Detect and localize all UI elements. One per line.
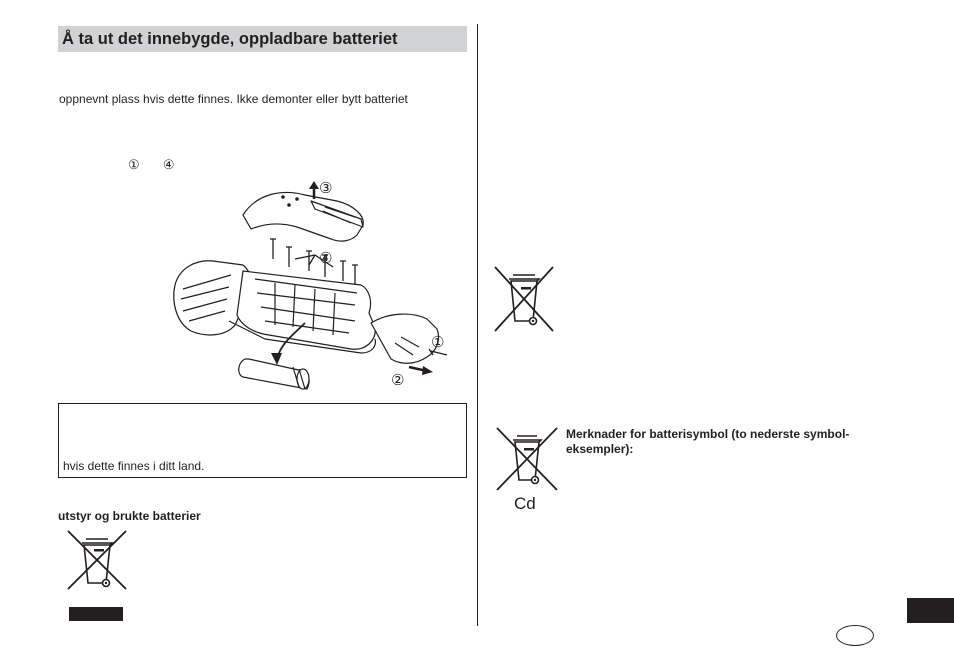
bin-underline-bar xyxy=(69,607,123,621)
crossed-out-wheeled-bin-icon xyxy=(491,263,557,333)
top-cover xyxy=(243,192,363,241)
page-heading: Å ta ut det innebygde, oppladbare batteriet xyxy=(62,30,398,48)
column-divider xyxy=(477,24,478,626)
step-to-label: ④ xyxy=(162,157,175,172)
page-tab-marker xyxy=(907,598,954,623)
language-oval-icon xyxy=(836,625,874,646)
disassembly-diagram xyxy=(165,175,465,400)
step2-label: ② xyxy=(391,371,405,389)
battery-note-heading: Merknader for batterisymbol (to nederste symbol-eksempler): xyxy=(566,427,850,456)
battery xyxy=(239,359,309,389)
step4-label: ④ xyxy=(319,249,333,267)
step-from-label: ① xyxy=(128,157,140,172)
steps-reference xyxy=(128,157,175,173)
crossed-out-wheeled-bin-icon xyxy=(64,527,130,593)
section-title: utstyr og brukte batterier xyxy=(58,509,201,523)
end-cap xyxy=(371,314,439,363)
shaver-body xyxy=(174,261,376,353)
body-text-line: oppnevnt plass hvis dette finnes. Ikke demonter eller bytt batteriet xyxy=(59,92,408,106)
crossed-out-wheeled-bin-icon xyxy=(493,424,561,494)
step1-label: ① xyxy=(431,333,445,351)
cd-label: Cd xyxy=(514,494,536,513)
step3-label: ③ xyxy=(319,179,333,197)
note-text: hvis dette finnes i ditt land. xyxy=(63,459,205,473)
